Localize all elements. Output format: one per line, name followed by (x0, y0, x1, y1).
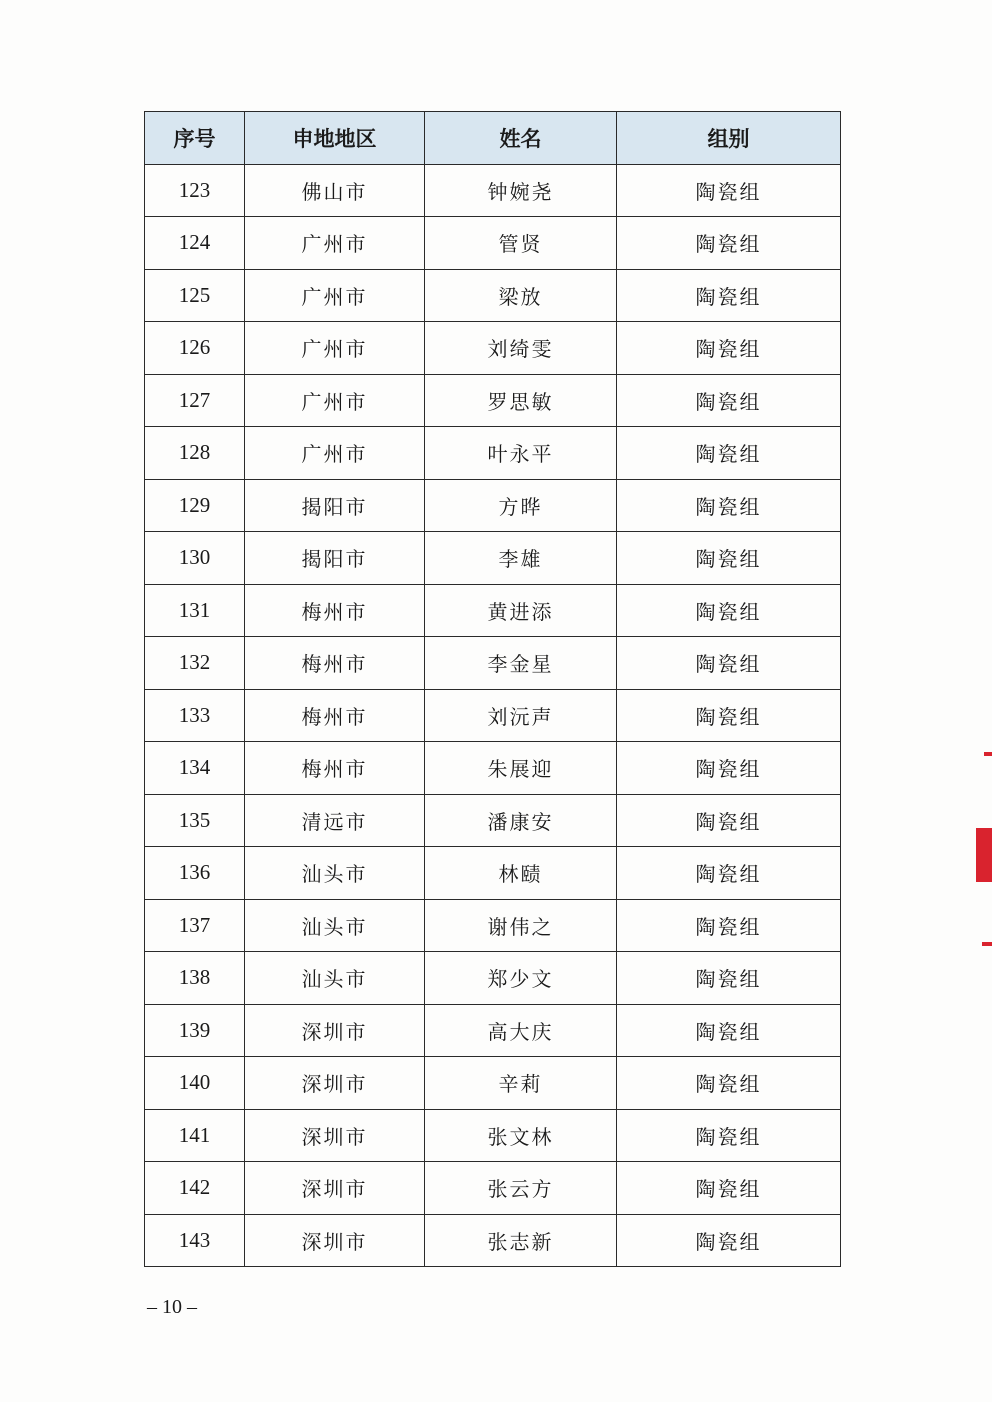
cell-name: 高大庆 (425, 1004, 617, 1057)
cell-group: 陶瓷组 (617, 269, 841, 322)
cell-group: 陶瓷组 (617, 374, 841, 427)
table-row (145, 1057, 841, 1110)
cell-group: 陶瓷组 (617, 1214, 841, 1267)
header-index: 序号 (145, 112, 245, 165)
cell-group: 陶瓷组 (617, 164, 841, 217)
table-row (145, 637, 841, 690)
cell-group: 陶瓷组 (617, 689, 841, 742)
cell-region: 汕头市 (245, 899, 425, 952)
header-name: 姓名 (425, 112, 617, 165)
cell-name: 李金星 (425, 637, 617, 690)
cell-name: 谢伟之 (425, 899, 617, 952)
cell-region: 广州市 (245, 374, 425, 427)
cell-name: 林赜 (425, 847, 617, 900)
cell-index: 125 (145, 269, 245, 322)
table-row (145, 952, 841, 1005)
table-row (145, 1162, 841, 1215)
cell-index: 140 (145, 1057, 245, 1110)
table-row (145, 217, 841, 270)
cell-group: 陶瓷组 (617, 637, 841, 690)
cell-region: 梅州市 (245, 689, 425, 742)
cell-region: 深圳市 (245, 1057, 425, 1110)
cell-region: 揭阳市 (245, 479, 425, 532)
cell-group: 陶瓷组 (617, 952, 841, 1005)
participant-table (144, 111, 841, 1267)
cell-index: 130 (145, 532, 245, 585)
cell-region: 汕头市 (245, 847, 425, 900)
cell-region: 清远市 (245, 794, 425, 847)
table-row (145, 374, 841, 427)
cell-region: 广州市 (245, 322, 425, 375)
cell-index: 133 (145, 689, 245, 742)
cell-name: 钟婉尧 (425, 164, 617, 217)
table-row (145, 794, 841, 847)
cell-name: 辛莉 (425, 1057, 617, 1110)
cell-name: 管贤 (425, 217, 617, 270)
cell-name: 李雄 (425, 532, 617, 585)
cell-name: 方晔 (425, 479, 617, 532)
table-header-row (145, 112, 841, 165)
cell-region: 深圳市 (245, 1004, 425, 1057)
cell-region: 广州市 (245, 269, 425, 322)
cell-group: 陶瓷组 (617, 427, 841, 480)
cell-index: 139 (145, 1004, 245, 1057)
cell-index: 132 (145, 637, 245, 690)
cell-group: 陶瓷组 (617, 479, 841, 532)
cell-group: 陶瓷组 (617, 584, 841, 637)
table-row (145, 322, 841, 375)
cell-name: 郑少文 (425, 952, 617, 1005)
cell-index: 129 (145, 479, 245, 532)
cell-index: 126 (145, 322, 245, 375)
cell-index: 137 (145, 899, 245, 952)
cell-region: 佛山市 (245, 164, 425, 217)
page-number: – 10 – (147, 1296, 197, 1318)
cell-name: 张志新 (425, 1214, 617, 1267)
cell-region: 广州市 (245, 217, 425, 270)
cell-group: 陶瓷组 (617, 1109, 841, 1162)
table-row (145, 689, 841, 742)
cell-index: 135 (145, 794, 245, 847)
cell-group: 陶瓷组 (617, 532, 841, 585)
cell-index: 136 (145, 847, 245, 900)
table-row (145, 1214, 841, 1267)
table-row (145, 1109, 841, 1162)
table-body (145, 164, 841, 1267)
table-row (145, 584, 841, 637)
cell-name: 罗思敏 (425, 374, 617, 427)
table-header (145, 112, 841, 165)
cell-index: 128 (145, 427, 245, 480)
cell-name: 张文林 (425, 1109, 617, 1162)
seal-fragment-middle (976, 828, 992, 882)
cell-region: 揭阳市 (245, 532, 425, 585)
cell-group: 陶瓷组 (617, 794, 841, 847)
cell-region: 广州市 (245, 427, 425, 480)
cell-index: 142 (145, 1162, 245, 1215)
cell-name: 潘康安 (425, 794, 617, 847)
cell-index: 141 (145, 1109, 245, 1162)
cell-region: 梅州市 (245, 742, 425, 795)
cell-group: 陶瓷组 (617, 742, 841, 795)
cell-index: 131 (145, 584, 245, 637)
cell-group: 陶瓷组 (617, 847, 841, 900)
cell-name: 黄进添 (425, 584, 617, 637)
cell-index: 134 (145, 742, 245, 795)
cell-group: 陶瓷组 (617, 1057, 841, 1110)
seal-fragment-top (984, 752, 992, 756)
header-group: 组别 (617, 112, 841, 165)
table-row (145, 427, 841, 480)
cell-name: 张云方 (425, 1162, 617, 1215)
cell-index: 138 (145, 952, 245, 1005)
cell-name: 梁放 (425, 269, 617, 322)
cell-name: 叶永平 (425, 427, 617, 480)
cell-index: 143 (145, 1214, 245, 1267)
cell-region: 梅州市 (245, 637, 425, 690)
cell-name: 刘绮雯 (425, 322, 617, 375)
cell-index: 124 (145, 217, 245, 270)
cell-name: 刘沅声 (425, 689, 617, 742)
cell-group: 陶瓷组 (617, 899, 841, 952)
cell-index: 127 (145, 374, 245, 427)
cell-group: 陶瓷组 (617, 217, 841, 270)
cell-group: 陶瓷组 (617, 1162, 841, 1215)
cell-group: 陶瓷组 (617, 322, 841, 375)
cell-region: 深圳市 (245, 1162, 425, 1215)
seal-fragment-bottom (982, 942, 992, 946)
table-row (145, 1004, 841, 1057)
cell-name: 朱展迎 (425, 742, 617, 795)
table-row (145, 269, 841, 322)
cell-region: 深圳市 (245, 1214, 425, 1267)
table-row (145, 847, 841, 900)
cell-region: 梅州市 (245, 584, 425, 637)
table-row (145, 164, 841, 217)
cell-index: 123 (145, 164, 245, 217)
table-row (145, 479, 841, 532)
table-row (145, 899, 841, 952)
table-row (145, 742, 841, 795)
cell-region: 深圳市 (245, 1109, 425, 1162)
cell-region: 汕头市 (245, 952, 425, 1005)
header-region: 申地地区 (245, 112, 425, 165)
cell-group: 陶瓷组 (617, 1004, 841, 1057)
table-row (145, 532, 841, 585)
